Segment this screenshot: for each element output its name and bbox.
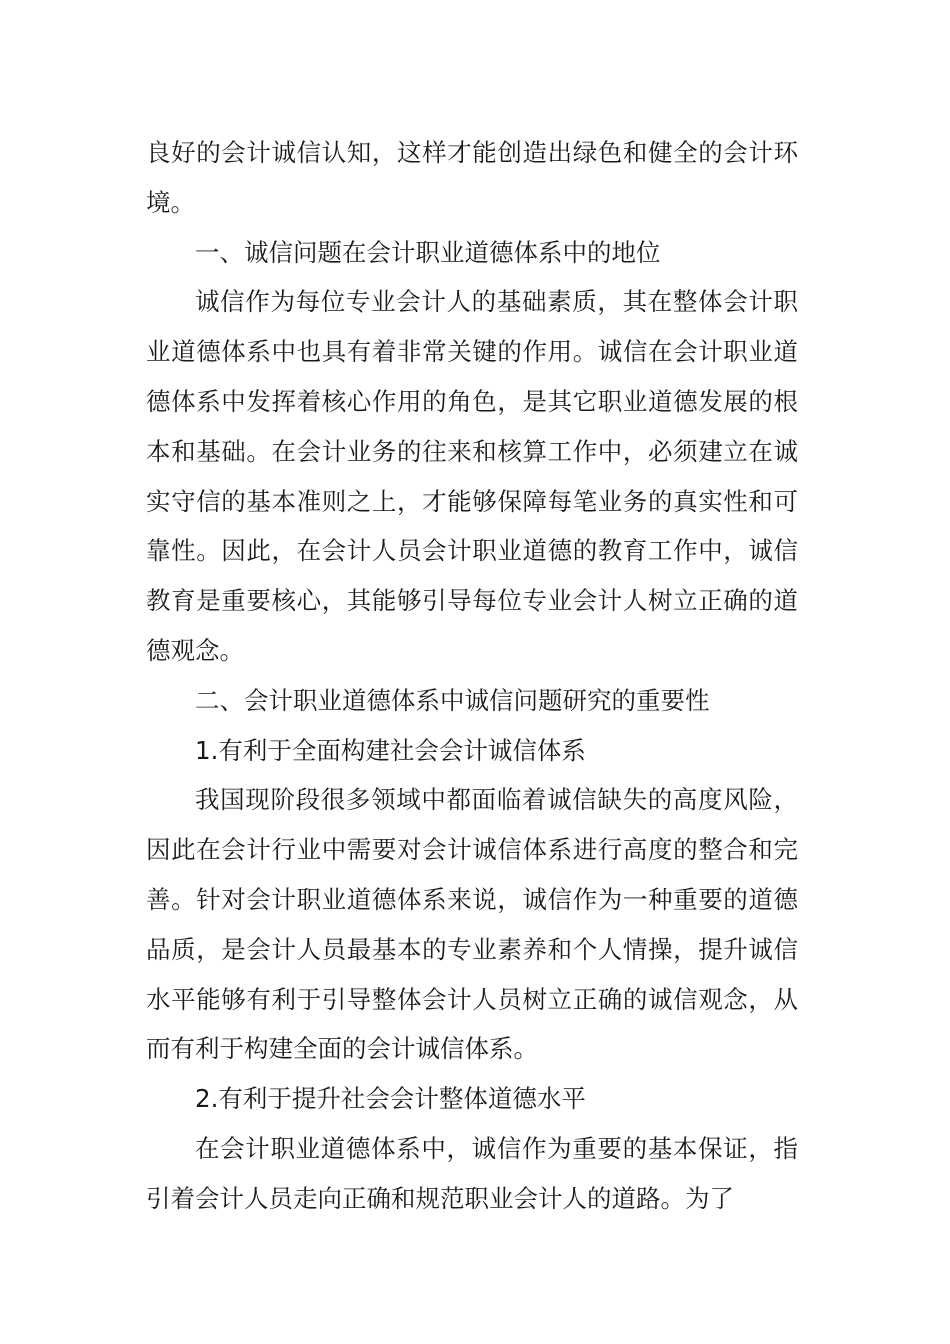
document-body (146, 128, 798, 1224)
paragraph-body: 在会计职业道德体系中，诚信作为重要的基本保证，指引着会计人员走向正确和规范职业会计人的道路。为了 (146, 1133, 798, 1213)
section-heading-1: 一、诚信问题在会计职业道德体系中的地位 (195, 237, 661, 267)
subsection-heading-1: 1.有利于全面构建社会会计诚信体系 (195, 735, 586, 765)
paragraph-continuation: 良好的会计诚信认知，这样才能创造出绿色和健全的会计环境。 (146, 138, 798, 217)
subsection-heading-2: 2.有利于提升社会会计整体道德水平 (195, 1084, 586, 1114)
paragraph-body: 我国现阶段很多领域中都面临着诚信缺失的高度风险，因此在会计行业中需要对会计诚信体系进行高度的整合和完善。针对会计职业道德体系来说，诚信作为一种重要的道德品质，是会计人员最基本的专业素养和个人情操，提升诚信水平能够有利于引导整体会计人员树立正确的诚信观念，从而有利于构建全面的会计诚信体系。 (146, 785, 798, 1064)
section-heading-2: 二、会计职业道德体系中诚信问题研究的重要性 (195, 685, 710, 715)
paragraph-body: 诚信作为每位专业会计人的基础素质，其在整体会计职业道德体系中也具有着非常关键的作用。诚信在会计职业道德体系中发挥着核心作用的角色，是其它职业道德发展的根本和基础。在会计业务的往来和核算工作中，必须建立在诚实守信的基本准则之上，才能够保障每笔业务的真实性和可靠性。因此，在会计人员会计职业道德的教育工作中，诚信教育是重要核心，其能够引导每位专业会计人树立正确的道德观念。 (146, 287, 798, 665)
